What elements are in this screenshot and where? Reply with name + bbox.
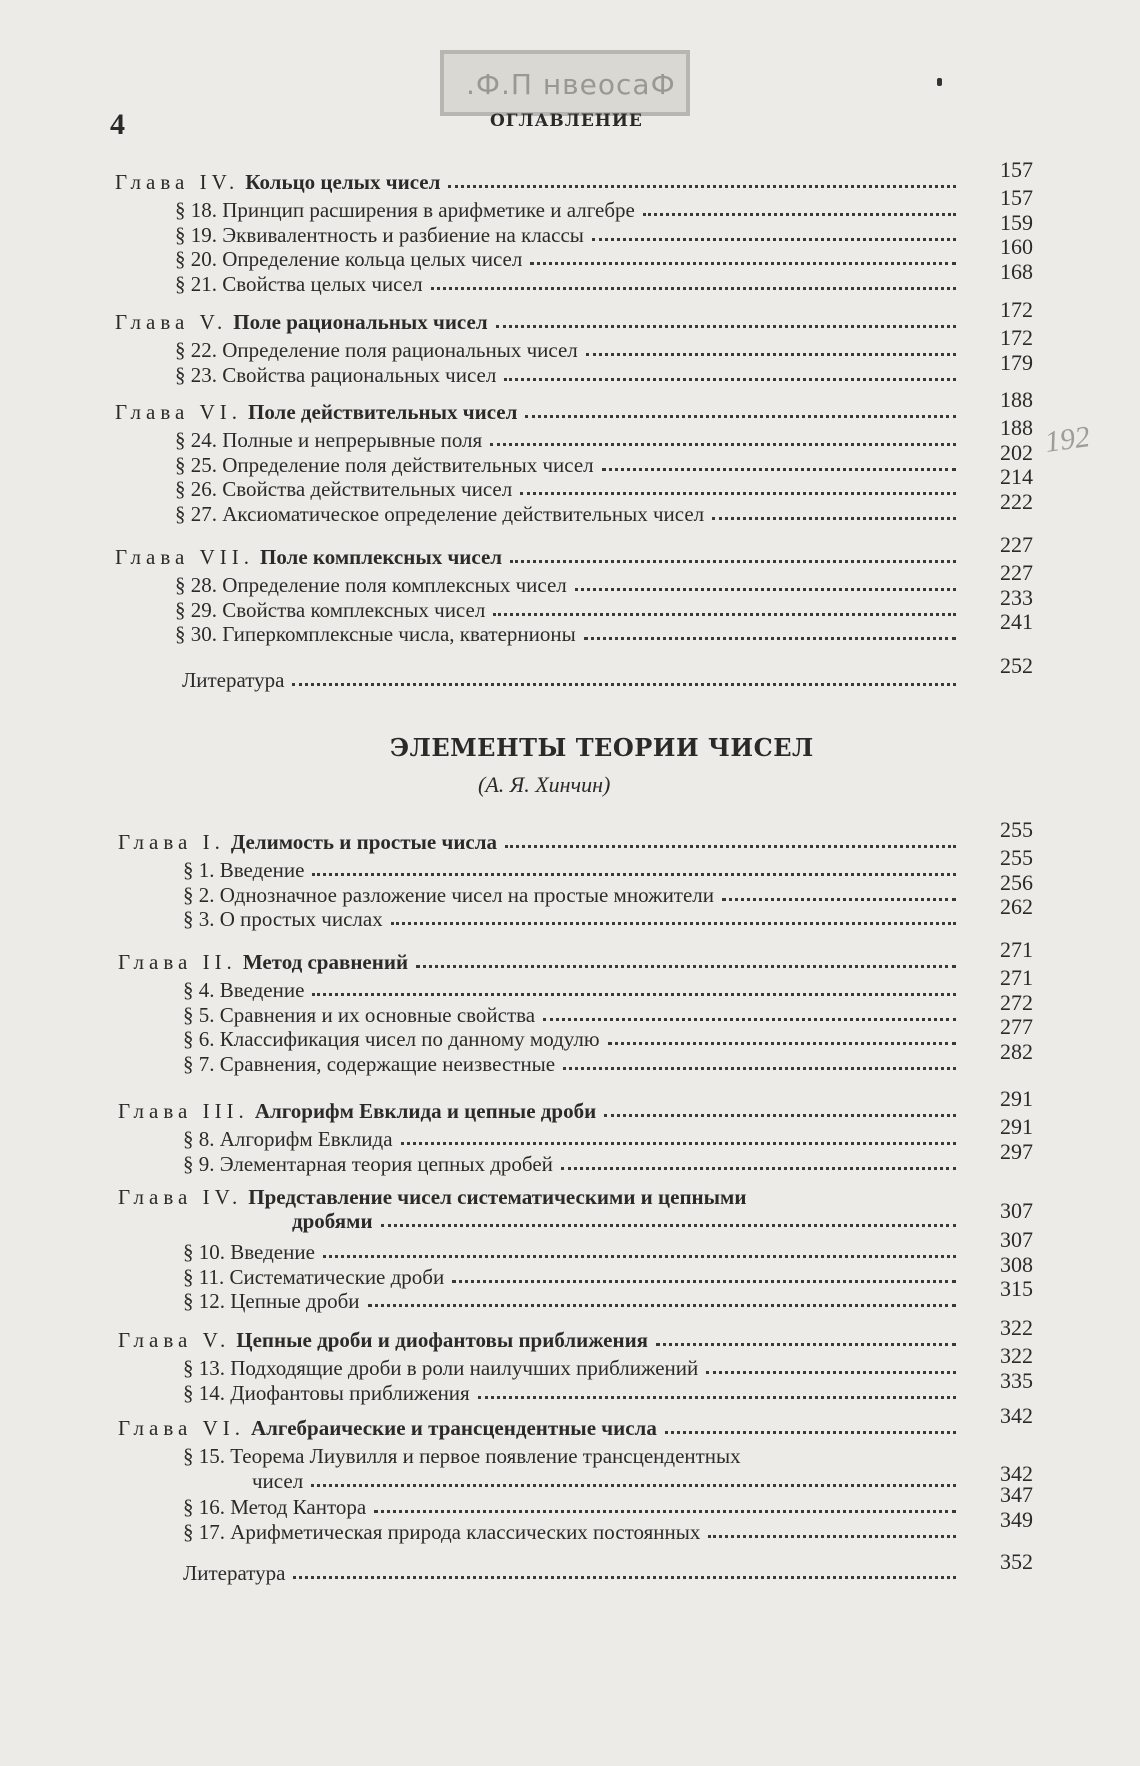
leader-dots <box>575 588 956 591</box>
section-title: Классификация чисел по данному модулю <box>219 1027 600 1051</box>
toc-section-entry[interactable] <box>183 1520 962 1544</box>
page-ref: 322 <box>1000 1343 1033 1368</box>
leader-dots <box>712 517 956 520</box>
toc-section-entry[interactable] <box>183 1152 962 1176</box>
page-ref: 291 <box>1000 1114 1033 1139</box>
chapter-label: Глава III. <box>118 1099 249 1123</box>
chapter-title: Кольцо целых чисел <box>245 170 441 194</box>
toc-chapter-entry[interactable] <box>118 1099 962 1123</box>
section-title: Гиперкомплексные числа, кватернионы <box>222 622 576 646</box>
toc-chapter-entry-cont[interactable] <box>292 1209 962 1233</box>
leader-dots <box>665 1431 956 1434</box>
section-number: § 15. <box>183 1444 231 1468</box>
leader-dots <box>525 415 956 418</box>
toc-chapter-entry[interactable] <box>115 310 962 334</box>
page-ref: 277 <box>1000 1014 1033 1039</box>
chapter-title: Поле комплексных чисел <box>259 545 503 569</box>
toc-literature-entry[interactable] <box>183 1561 962 1585</box>
page-ref: 272 <box>1000 989 1033 1015</box>
page-number: 4 <box>110 108 125 141</box>
leader-dots <box>520 492 956 495</box>
page-ref: 222 <box>1000 488 1033 514</box>
leader-dots <box>602 468 956 471</box>
page-ref: 227 <box>1000 532 1033 557</box>
leader-dots <box>496 325 956 328</box>
page-ref: 172 <box>1000 325 1033 350</box>
chapter-title: Алгебраические и трансцендентные числа <box>250 1416 657 1440</box>
section-number: § 2. <box>183 882 220 907</box>
leader-dots <box>368 1304 956 1307</box>
leader-dots <box>323 1255 956 1258</box>
section-title: Арифметическая природа классических постоянных <box>230 1520 701 1544</box>
leader-dots <box>493 613 956 616</box>
page-ref: 252 <box>1000 653 1033 678</box>
section-number: § 17. <box>183 1520 231 1544</box>
page-ref: 256 <box>1000 869 1033 895</box>
leader-dots <box>452 1280 956 1283</box>
section-number: § 11. <box>183 1264 230 1289</box>
toc-section-entry[interactable] <box>175 428 962 452</box>
chapter-label: Глава VI. <box>118 1416 245 1440</box>
section-title: Теорема Лиувилля и первое появление трансцендентных <box>230 1444 741 1468</box>
section-number: § 21. <box>175 271 223 296</box>
leader-dots <box>292 683 956 686</box>
page-ref: 188 <box>1000 415 1033 440</box>
handwritten-note: 192 <box>1042 420 1093 459</box>
section-title: Введение <box>219 858 305 882</box>
leader-dots <box>530 262 956 265</box>
section-title: Элементарная теория цепных дробей <box>219 1151 553 1176</box>
page-ref: 271 <box>1000 965 1033 990</box>
section-title: Систематические дроби <box>229 1264 445 1289</box>
section-title: Свойства рациональных чисел <box>222 362 497 387</box>
page-ref: 241 <box>1000 609 1033 634</box>
toc-literature-entry[interactable] <box>182 668 962 692</box>
section-number: § 7. <box>183 1051 220 1076</box>
chapter-title: Делимость и простые числа <box>230 830 498 854</box>
toc-section-entry[interactable] <box>183 1240 962 1264</box>
leader-dots <box>563 1067 956 1070</box>
leader-dots <box>504 378 956 381</box>
page-ref: 157 <box>1000 157 1033 182</box>
section-number: § 28. <box>175 573 223 597</box>
toc-section-entry[interactable] <box>183 1027 962 1051</box>
chapter-title: Метод сравнений <box>242 950 409 974</box>
toc-section-entry[interactable] <box>175 247 962 271</box>
section-number: § 4. <box>183 978 220 1002</box>
chapter-title: Алгорифм Евклида и цепные дроби <box>254 1099 597 1123</box>
page-ref: 227 <box>1000 560 1033 585</box>
chapter-label: Глава V. <box>115 310 228 334</box>
toc-section-entry[interactable] <box>175 198 962 222</box>
toc-section-entry[interactable] <box>175 363 962 387</box>
toc-section-entry[interactable] <box>175 272 962 296</box>
leader-dots <box>293 1576 956 1579</box>
section-title: Цепные дроби <box>230 1289 360 1313</box>
leader-dots <box>312 993 956 996</box>
toc-section-entry[interactable] <box>183 1289 962 1313</box>
toc-chapter-entry[interactable] <box>118 950 962 974</box>
toc-section-entry[interactable] <box>183 907 962 931</box>
page-ref: 308 <box>1000 1251 1033 1277</box>
page-ref: 159 <box>1000 209 1033 235</box>
part-author: (А. Я. Хинчин) <box>478 772 611 797</box>
section-number: § 27. <box>175 501 223 526</box>
page-ref: 342 <box>1000 1403 1033 1428</box>
toc-section-entry[interactable] <box>175 223 962 247</box>
toc-chapter-entry[interactable] <box>118 1416 962 1440</box>
toc-section-entry[interactable] <box>183 1127 962 1151</box>
chapter-title: дробями <box>292 1209 373 1233</box>
page-ref: 335 <box>1000 1367 1033 1393</box>
section-number: § 9. <box>183 1151 220 1176</box>
page-ref: 179 <box>1000 349 1033 375</box>
section-title: чисел <box>252 1469 304 1493</box>
leader-dots <box>490 443 956 446</box>
section-number: § 8. <box>183 1127 220 1151</box>
page-ref: 349 <box>1000 1507 1033 1532</box>
section-number: § 24. <box>175 428 223 452</box>
toc-section-entry[interactable] <box>183 1052 962 1076</box>
leader-dots <box>311 1484 956 1487</box>
section-title: Полные и непрерывные поля <box>222 428 483 452</box>
section-number: § 20. <box>175 247 223 271</box>
leader-dots <box>401 1142 956 1145</box>
section-title: Введение <box>230 1240 315 1264</box>
section-title: Аксиоматическое определение действительных чисел <box>222 501 705 526</box>
leader-dots <box>431 287 956 290</box>
chapter-label: Глава II. <box>118 950 237 974</box>
section-title: Определение поля комплексных чисел <box>222 573 567 597</box>
page-ref: 297 <box>1000 1138 1033 1164</box>
toc-chapter-entry[interactable] <box>118 830 962 854</box>
page-ref: 322 <box>1000 1315 1033 1340</box>
page-ref: 157 <box>1000 185 1033 210</box>
toc-section-entry[interactable] <box>175 622 962 646</box>
toc-chapter-entry[interactable] <box>115 545 962 569</box>
section-title: Свойства комплексных чисел <box>222 597 486 622</box>
section-number: § 3. <box>183 907 220 931</box>
leader-dots <box>706 1371 956 1374</box>
page-ref: 160 <box>1000 234 1033 259</box>
page-ref: 214 <box>1000 464 1033 489</box>
section-number: § 23. <box>175 362 223 387</box>
page-ref: 262 <box>1000 894 1033 919</box>
section-number: § 13. <box>183 1356 231 1380</box>
page-ref: 271 <box>1000 937 1033 962</box>
leader-dots <box>391 922 956 925</box>
section-number: § 5. <box>183 1002 220 1027</box>
leader-dots <box>586 353 956 356</box>
leader-dots <box>381 1224 956 1227</box>
literature-title: Литература <box>183 1561 286 1585</box>
toc-chapter-entry[interactable] <box>118 1328 962 1352</box>
toc-section-entry[interactable] <box>183 1003 962 1027</box>
section-title: Свойства целых чисел <box>222 271 423 296</box>
page-ref: 352 <box>1000 1549 1033 1574</box>
section-number: § 30. <box>175 622 223 646</box>
leader-dots <box>656 1343 956 1346</box>
toc-section-entry[interactable] <box>183 1356 962 1380</box>
chapter-label: Глава V. <box>118 1328 231 1352</box>
section-title: Введение <box>219 978 305 1002</box>
page-ref: 307 <box>1000 1227 1033 1252</box>
chapter-label: Глава VII. <box>115 545 254 569</box>
toc-section-entry[interactable] <box>183 978 962 1002</box>
page-ref: 255 <box>1000 817 1033 842</box>
toc-section-entry[interactable] <box>175 477 962 501</box>
leader-dots <box>643 213 956 216</box>
section-number: § 1. <box>183 858 220 882</box>
leader-dots <box>722 898 956 901</box>
leader-dots <box>543 1018 956 1021</box>
chapter-title: Поле действительных чисел <box>247 400 518 424</box>
section-number: § 16. <box>183 1495 231 1519</box>
toc-section-entry[interactable] <box>175 502 962 526</box>
chapter-title: Поле рациональных чисел <box>233 310 488 334</box>
section-number: § 26. <box>175 477 223 501</box>
toc-section-entry[interactable] <box>175 338 962 362</box>
toc-section-entry-cont[interactable] <box>252 1469 962 1493</box>
toc-chapter-entry[interactable] <box>115 400 962 424</box>
library-stamp: .Ф.П нвеосаФ <box>440 50 690 116</box>
section-title: Определение поля действительных чисел <box>222 452 594 477</box>
section-number: § 14. <box>183 1380 231 1405</box>
chapter-label: Глава VI. <box>115 400 242 424</box>
section-title: О простых числах <box>219 907 383 931</box>
section-number: § 25. <box>175 452 223 477</box>
literature-title: Литература <box>182 668 285 692</box>
running-head: ОГЛАВЛЕНИЕ <box>490 111 643 131</box>
page-ref: 172 <box>1000 297 1033 322</box>
section-title: Метод Кантора <box>230 1495 367 1519</box>
page-ref: 291 <box>1000 1086 1033 1111</box>
section-title: Однозначное разложение чисел на простые множители <box>219 882 715 907</box>
section-number: § 6. <box>183 1027 220 1051</box>
section-title: Подходящие дроби в роли наилучших приближений <box>230 1356 699 1380</box>
toc-section-entry[interactable] <box>183 1444 962 1468</box>
page-ref: 347 <box>1000 1482 1033 1507</box>
section-title: Определение кольца целых чисел <box>222 247 523 271</box>
toc-section-entry[interactable] <box>175 453 962 477</box>
chapter-title: Цепные дроби и диофантовы приближения <box>236 1328 649 1352</box>
page-ref: 202 <box>1000 439 1033 465</box>
page-ref: 315 <box>1000 1276 1033 1301</box>
section-title: Диофантовы приближения <box>230 1380 470 1405</box>
page-ref: 255 <box>1000 845 1033 870</box>
chapter-label: Глава IV. <box>115 170 240 194</box>
section-title: Свойства действительных чисел <box>222 477 513 501</box>
leader-dots <box>505 845 956 848</box>
leader-dots <box>592 238 956 241</box>
leader-dots <box>708 1535 956 1538</box>
chapter-label: Глава I. <box>118 830 225 854</box>
leader-dots <box>416 965 956 968</box>
leader-dots <box>478 1396 956 1399</box>
chapter-title: Представление чисел систематическими и цепными <box>248 1185 747 1209</box>
page-ref: 233 <box>1000 584 1033 610</box>
section-title: Алгорифм Евклида <box>219 1127 393 1151</box>
page-ref: 188 <box>1000 387 1033 412</box>
section-title: Определение поля рациональных чисел <box>222 338 578 362</box>
leader-dots <box>608 1042 956 1045</box>
leader-dots <box>374 1510 956 1513</box>
toc-section-entry[interactable] <box>175 598 962 622</box>
section-number: § 18. <box>175 198 223 222</box>
leader-dots <box>584 637 956 640</box>
toc-section-entry[interactable] <box>175 573 962 597</box>
leader-dots <box>604 1114 956 1117</box>
section-number: § 29. <box>175 597 223 622</box>
section-number: § 19. <box>175 222 223 247</box>
toc-section-entry[interactable] <box>183 1495 962 1519</box>
leader-dots <box>312 873 956 876</box>
toc-section-entry[interactable] <box>183 858 962 882</box>
section-title: Принцип расширения в арифметике и алгебре <box>222 198 635 222</box>
page-ref: 342 <box>1000 1461 1033 1486</box>
section-title: Сравнения и их основные свойства <box>219 1002 536 1027</box>
page-ref: 282 <box>1000 1038 1033 1064</box>
leader-dots <box>448 185 956 188</box>
section-number: § 12. <box>183 1289 231 1313</box>
part-title: ЭЛЕМЕНТЫ ТЕОРИИ ЧИСЕЛ <box>390 733 814 762</box>
toc-section-entry[interactable] <box>183 883 962 907</box>
section-title: Сравнения, содержащие неизвестные <box>219 1051 556 1076</box>
leader-dots <box>561 1167 956 1170</box>
section-number: § 22. <box>175 338 223 362</box>
toc-section-entry[interactable] <box>183 1265 962 1289</box>
section-title: Эквивалентность и разбиение на классы <box>222 222 584 247</box>
chapter-label: Глава IV. <box>118 1185 243 1209</box>
toc-chapter-entry[interactable] <box>115 170 962 194</box>
toc-section-entry[interactable] <box>183 1381 962 1405</box>
leader-dots <box>510 560 956 563</box>
page-ref: 307 <box>1000 1198 1033 1223</box>
toc-chapter-entry[interactable] <box>118 1185 962 1209</box>
page-ref: 168 <box>1000 258 1033 284</box>
section-number: § 10. <box>183 1240 231 1264</box>
